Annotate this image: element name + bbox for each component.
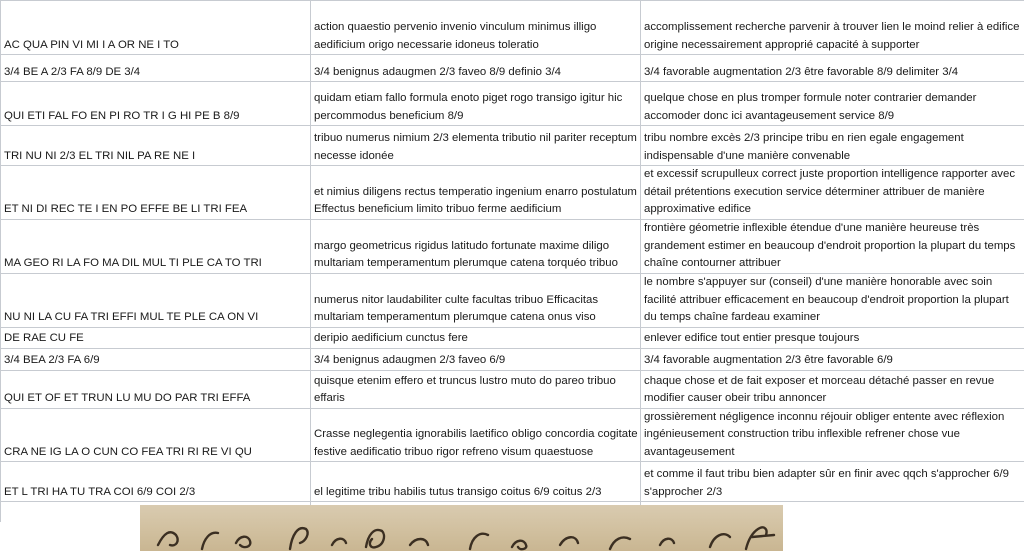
cipher-cell[interactable]: CRA NE IG LA O CUN CO FEA TRI RI RE VI QU [1,408,311,462]
french-cell[interactable]: 3/4 favorable augmentation 2/3 être favorable 6/9 [641,348,1024,370]
cipher-cell[interactable]: 3/4 BE A 2/3 FA 8/9 DE 3/4 [1,55,311,82]
french-cell[interactable]: accomplissement recherche parvenir à trouver lien le moind relier à edifice origine necessairement approprié capacité à supporter [641,1,1024,55]
table-row [1,166,1024,220]
cipher-cell[interactable]: ET NI DI REC TE I EN PO EFFE BE LI TRI FEA [1,166,311,220]
table-row [1,126,1024,166]
cipher-cell[interactable]: AC QUA PIN VI MI I A OR NE I TO [1,1,311,55]
french-cell[interactable]: chaque chose et de fait exposer et morceau détaché passer en revue modifier causer obeir tribu annoncer [641,370,1024,408]
french-cell[interactable]: 3/4 favorable augmentation 2/3 être favorable 8/9 delimiter 3/4 [641,55,1024,82]
french-cell[interactable]: le nombre s'appuyer sur (conseil) d'une manière honorable avec soin facilité attribuer efficacement en beaucoup d'endroit proportion la plupart du temps chaîne fardeau examiner [641,273,1024,327]
latin-cell[interactable]: et nimius diligens rectus temperatio ingenium enarro postulatum Effectus beneficium limito tribuo ferme aedificium [311,166,641,220]
cipher-cell[interactable]: 3/4 BEA 2/3 FA 6/9 [1,348,311,370]
french-cell[interactable]: enlever edifice tout entier presque toujours [641,327,1024,348]
french-cell[interactable]: et excessif scrupulleux correct juste proportion intelligence rapporter avec détail prétentions execution service déterminer attribuer de manière approximative edifice [641,166,1024,220]
table-row [1,462,1024,502]
latin-cell[interactable]: 3/4 benignus adaugmen 2/3 faveo 6/9 [311,348,641,370]
table-row [1,219,1024,273]
handwriting-strokes [140,505,783,551]
table-row [1,273,1024,327]
cipher-cell[interactable]: NU NI LA CU FA TRI EFFI MUL TE PLE CA ON VI [1,273,311,327]
latin-cell[interactable]: quidam etiam fallo formula enoto piget rogo transigo igitur hic percommodus beneficium 8/9 [311,82,641,126]
table-row [1,1,1024,55]
table-row [1,408,1024,462]
cipher-cell[interactable]: DE RAE CU FE [1,327,311,348]
table-row [1,370,1024,408]
table-row [1,55,1024,82]
cipher-cell[interactable]: TRI NU NI 2/3 EL TRI NIL PA RE NE I [1,126,311,166]
table-row [1,327,1024,348]
latin-cell[interactable]: el legitime tribu habilis tutus transigo coitus 6/9 coitus 2/3 [311,462,641,502]
latin-cell[interactable]: tribuo numerus nimium 2/3 elementa tributio nil pariter receptum necesse idonée [311,126,641,166]
french-cell[interactable]: frontière géometrie inflexible étendue d'une manière heureuse très grandement estimer en beaucoup d'endroit proportion la plupart du temps chaîne contourner attribuer [641,219,1024,273]
french-cell[interactable]: tribu nombre excès 2/3 principe tribu en rien egale engagement indispensable d'une manière convenable [641,126,1024,166]
latin-cell[interactable]: margo geometricus rigidus latitudo fortunate maxime diligo multariam temperamentum plerumque catena torquéo tribuo [311,219,641,273]
cipher-cell[interactable]: ET L TRI HA TU TRA COI 6/9 COI 2/3 [1,462,311,502]
latin-cell[interactable]: action quaestio pervenio invenio vinculum minimus illigo aedificium origo necessarie idoneus toleratio [311,1,641,55]
cipher-cell[interactable]: QUI ETI FAL FO EN PI RO TR I G HI PE B 8/9 [1,82,311,126]
table-row [1,82,1024,126]
table-row [1,348,1024,370]
french-cell[interactable]: quelque chose en plus tromper formule noter contrarier demander accomoder donc ici avantageusement service 8/9 [641,82,1024,126]
latin-cell[interactable]: Crasse neglegentia ignorabilis laetifico obligo concordia cogitate festive aedificatio tribuo rigor refreno visum quaestuose [311,408,641,462]
cipher-cell[interactable]: MA GEO RI LA FO MA DIL MUL TI PLE CA TO TRI [1,219,311,273]
french-cell[interactable]: grossièrement négligence inconnu réjouir obliger entente avec réflexion ingénieusement construction tribu inflexible refrener chose vue avantageusement [641,408,1024,462]
manuscript-image [140,505,783,551]
french-cell[interactable]: et comme il faut tribu bien adapter sûr en finir avec qqch s'approcher 6/9 s'approcher 2/3 [641,462,1024,502]
cipher-cell[interactable]: QUI ET OF ET TRUN LU MU DO PAR TRI EFFA [1,370,311,408]
latin-cell[interactable]: deripio aedificium cunctus fere [311,327,641,348]
latin-cell[interactable]: 3/4 benignus adaugmen 2/3 faveo 8/9 definio 3/4 [311,55,641,82]
latin-cell[interactable]: quisque etenim effero et truncus lustro muto do pareo tribuo effaris [311,370,641,408]
latin-cell[interactable]: numerus nitor laudabiliter culte facultas tribuo Efficacitas multariam temperamentum plerumque catena onus viso [311,273,641,327]
